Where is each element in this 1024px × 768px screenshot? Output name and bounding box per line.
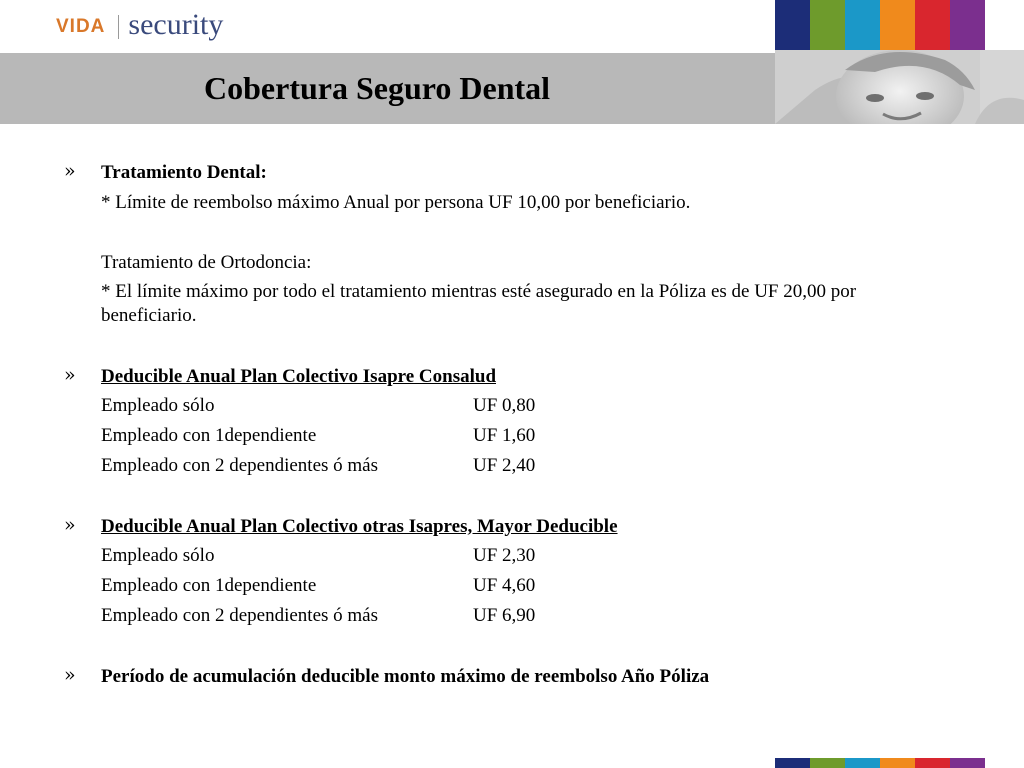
stripe-navy xyxy=(775,758,810,768)
otras-heading: Deducible Anual Plan Colectivo otras Isapres, Mayor Deducible xyxy=(101,516,618,537)
row-label: Empleado con 2 dependientes ó más xyxy=(101,605,379,626)
logo-security-text: security xyxy=(128,8,224,41)
stripe-orange xyxy=(880,758,915,768)
bullet-marker: » xyxy=(64,514,76,536)
stripe-red xyxy=(915,758,950,768)
ortho-limit-text: * El límite máximo por todo el tratamiento mientras esté asegurado en la Póliza es de UF 20,00 por beneficiario. xyxy=(101,281,857,326)
periodo-heading: Período de acumulación deducible monto máximo de reembolso Año Póliza xyxy=(101,666,710,687)
dental-heading: Tratamiento Dental: xyxy=(101,162,267,183)
stripe-green xyxy=(810,758,845,768)
otras-row xyxy=(101,576,621,598)
row-value: UF 6,90 xyxy=(473,605,536,626)
consalud-row xyxy=(101,456,621,478)
ortho-heading: Tratamiento de Ortodoncia: xyxy=(101,252,312,273)
otras-row xyxy=(101,606,621,628)
stripe-cyan xyxy=(845,758,880,768)
row-value: UF 0,80 xyxy=(473,395,536,416)
row-label: Empleado con 1dependiente xyxy=(101,575,317,596)
consalud-heading: Deducible Anual Plan Colectivo Isapre Consalud xyxy=(101,366,497,387)
otras-row xyxy=(101,546,621,568)
row-label: Empleado con 2 dependientes ó más xyxy=(101,455,379,476)
dental-limit-text: * Límite de reembolso máximo Anual por persona UF 10,00 por beneficiario. xyxy=(101,192,691,213)
row-value: UF 2,40 xyxy=(473,455,536,476)
consalud-row xyxy=(101,426,621,448)
row-label: Empleado con 1dependiente xyxy=(101,425,317,446)
row-value: UF 1,60 xyxy=(473,425,536,446)
bullet-marker: » xyxy=(64,664,76,686)
page-title: Cobertura Seguro Dental xyxy=(204,70,551,106)
stripe-purple xyxy=(950,758,985,768)
bullet-marker: » xyxy=(64,160,76,182)
consalud-row xyxy=(101,396,621,418)
bullet-marker: » xyxy=(64,364,76,386)
row-label: Empleado sólo xyxy=(101,395,215,416)
row-value: UF 2,30 xyxy=(473,545,536,566)
logo-vida-text: VIDA xyxy=(56,16,106,37)
color-stripes-bottom xyxy=(775,758,985,768)
row-label: Empleado sólo xyxy=(101,545,215,566)
row-value: UF 4,60 xyxy=(473,575,536,596)
